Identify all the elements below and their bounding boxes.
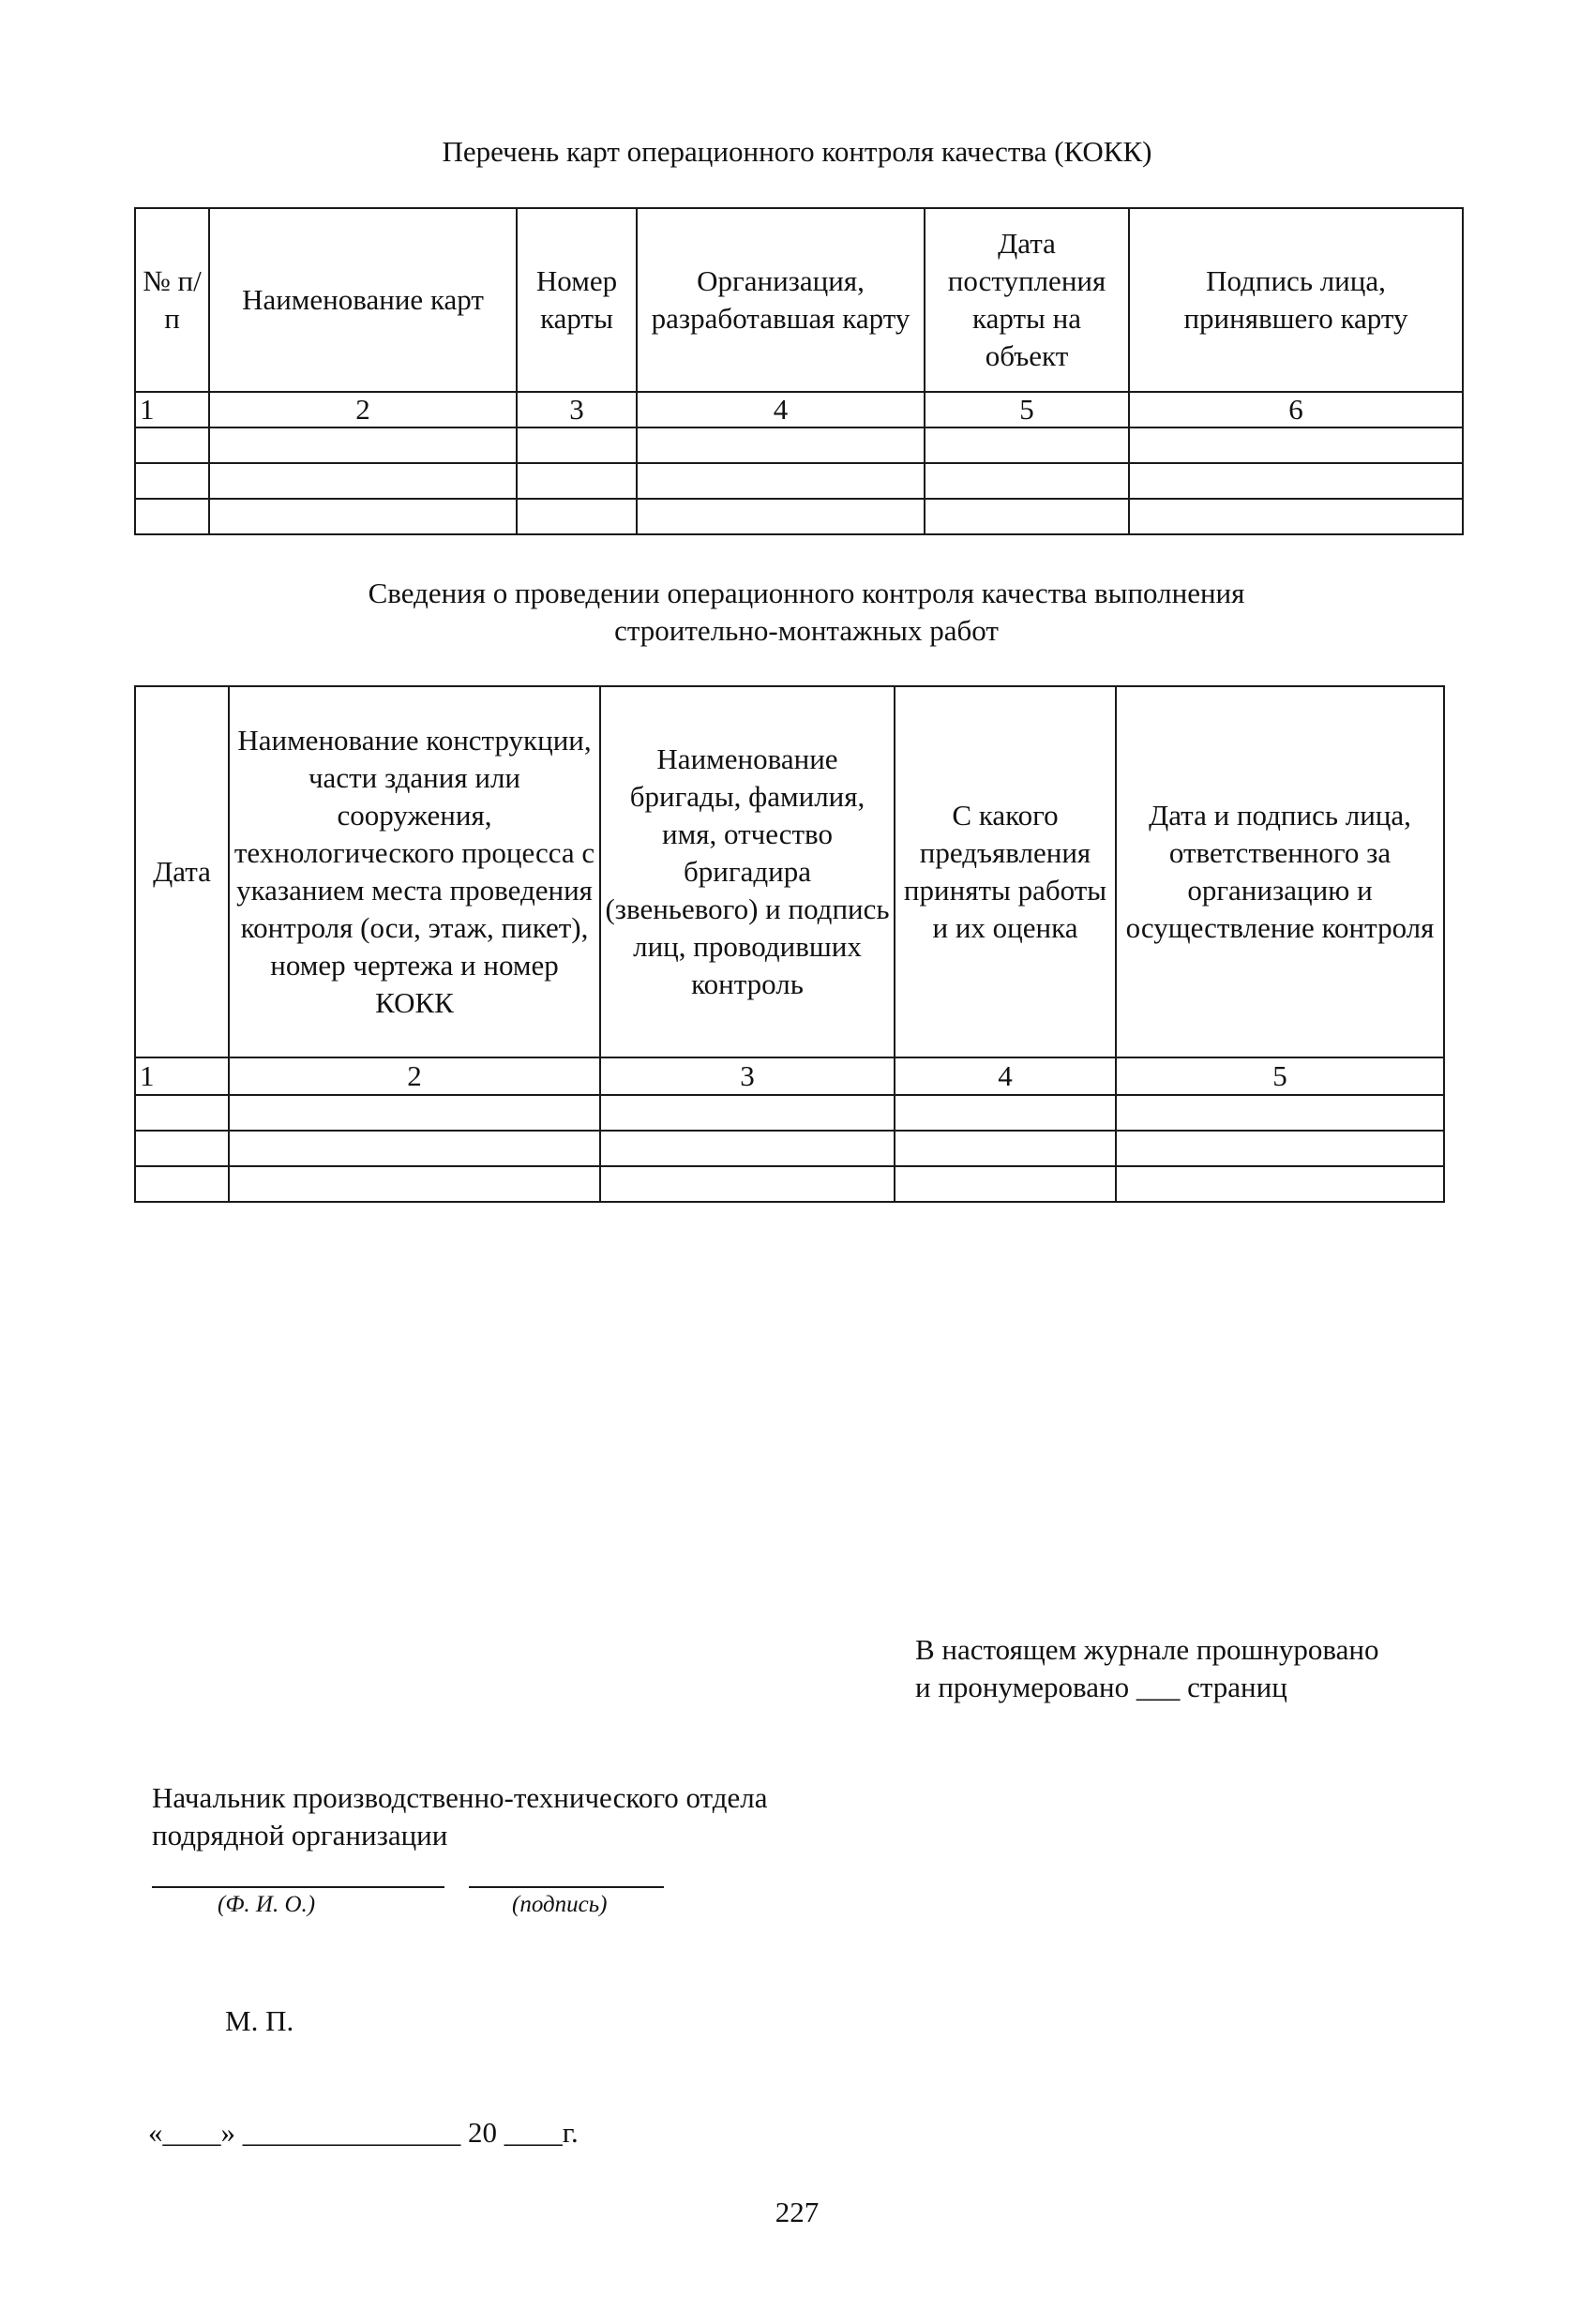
table1-empty-cell[interactable] [637,499,925,534]
signature-line[interactable] [469,1886,664,1888]
kokk-list-table [134,207,1464,535]
table1-empty-cell[interactable] [925,427,1129,463]
table1-empty-cell[interactable] [637,463,925,499]
table1-header-cell: Наименование карт [209,208,517,392]
table1-title: Перечень карт операционного контроля качества (КОКК) [442,135,1152,168]
table1-header-cell: № п/п [135,208,209,392]
table2-empty-row [135,1095,1444,1131]
signatory-position-line2: подрядной организации [152,1819,448,1852]
table1-empty-row [135,499,1463,534]
date-line: «____» _______________ 20 ____г. [148,2116,579,2149]
table1-empty-cell[interactable] [1129,427,1463,463]
table1-header-cell: Организация, разработавшая карту [637,208,925,392]
table2-column-number: 2 [229,1057,600,1095]
table1-empty-cell[interactable] [517,499,637,534]
table1-column-number: 5 [925,392,1129,427]
quality-control-records-table [134,685,1445,1203]
table1-number-row [135,392,1463,427]
table2-column-number: 4 [895,1057,1116,1095]
table2-empty-cell[interactable] [600,1166,895,1202]
table1-empty-cell[interactable] [209,463,517,499]
table2-empty-cell[interactable] [1116,1166,1444,1202]
table1-header-row [135,208,1463,392]
table1-empty-cell[interactable] [209,427,517,463]
table1-empty-row [135,427,1463,463]
table1-header-cell: Дата поступления карты на объект [925,208,1129,392]
binding-note [915,1631,1478,1706]
table1-empty-cell[interactable] [209,499,517,534]
table2-empty-cell[interactable] [600,1131,895,1166]
signature-label: (подпись) [512,1892,608,1917]
table2-header-cell: С какого предъявления приняты работы и их оценка [895,686,1116,1057]
stamp-place: М. П. [225,2004,294,2037]
table2-empty-cell[interactable] [1116,1095,1444,1131]
table1-empty-cell[interactable] [135,463,209,499]
table2-empty-row [135,1166,1444,1202]
table2-header-cell: Дата и подпись лица, ответственного за организацию и осуществление контроля [1116,686,1444,1057]
table2-header-cell: Наименование конструкции, части здания или сооружения, технологического процесса с указанием места проведения контроля (оси, этаж, пикет), номер чертежа и номер КОКК [229,686,600,1057]
table2-column-number: 3 [600,1057,895,1095]
table1-empty-cell[interactable] [925,499,1129,534]
table1-empty-cell[interactable] [925,463,1129,499]
table1-column-number: 3 [517,392,637,427]
signatory-position [152,1779,902,1854]
table2-empty-cell[interactable] [229,1131,600,1166]
table2-column-number: 5 [1116,1057,1444,1095]
table1-empty-cell[interactable] [517,427,637,463]
table2-header-cell: Наименование бригады, фамилия, имя, отчество бригадира (звеньевого) и подпись лиц, проводивших контроль [600,686,895,1057]
table1-header-cell: Подпись лица, принявшего карту [1129,208,1463,392]
table2-empty-cell[interactable] [135,1131,229,1166]
table2-title-line2: строительно-монтажных работ [614,614,999,647]
table1-empty-cell[interactable] [135,499,209,534]
table2-column-number: 1 [135,1057,229,1095]
table2-empty-cell[interactable] [229,1095,600,1131]
table1-empty-row [135,463,1463,499]
binding-note-line1: В настоящем журнале прошнуровано [915,1633,1379,1666]
table2-header-row [135,686,1444,1057]
fio-label: (Ф. И. О.) [218,1892,316,1917]
table2-title-line1: Сведения о проведении операционного контроля качества выполнения [368,577,1245,609]
table1-empty-cell[interactable] [517,463,637,499]
table2-header-cell: Дата [135,686,229,1057]
table1-column-number: 6 [1129,392,1463,427]
table1-empty-cell[interactable] [1129,463,1463,499]
table2-empty-cell[interactable] [895,1131,1116,1166]
page-number: 227 [775,2196,820,2228]
table2-title [131,575,1482,650]
table1-empty-cell[interactable] [135,427,209,463]
binding-note-line2: и пронумеровано ___ страниц [915,1671,1287,1703]
table2-empty-cell[interactable] [600,1095,895,1131]
fio-line[interactable] [152,1886,444,1888]
table1-column-number: 1 [135,392,209,427]
table1-header-cell: Номер карты [517,208,637,392]
table2-empty-row [135,1131,1444,1166]
table2-empty-cell[interactable] [135,1095,229,1131]
table1-empty-cell[interactable] [637,427,925,463]
table1-empty-cell[interactable] [1129,499,1463,534]
table1-column-number: 4 [637,392,925,427]
table1-column-number: 2 [209,392,517,427]
table2-number-row [135,1057,1444,1095]
table2-empty-cell[interactable] [895,1166,1116,1202]
table2-empty-cell[interactable] [895,1095,1116,1131]
table2-empty-cell[interactable] [135,1166,229,1202]
table2-empty-cell[interactable] [1116,1131,1444,1166]
table2-empty-cell[interactable] [229,1166,600,1202]
signatory-position-line1: Начальник производственно-технического отдела [152,1781,768,1814]
